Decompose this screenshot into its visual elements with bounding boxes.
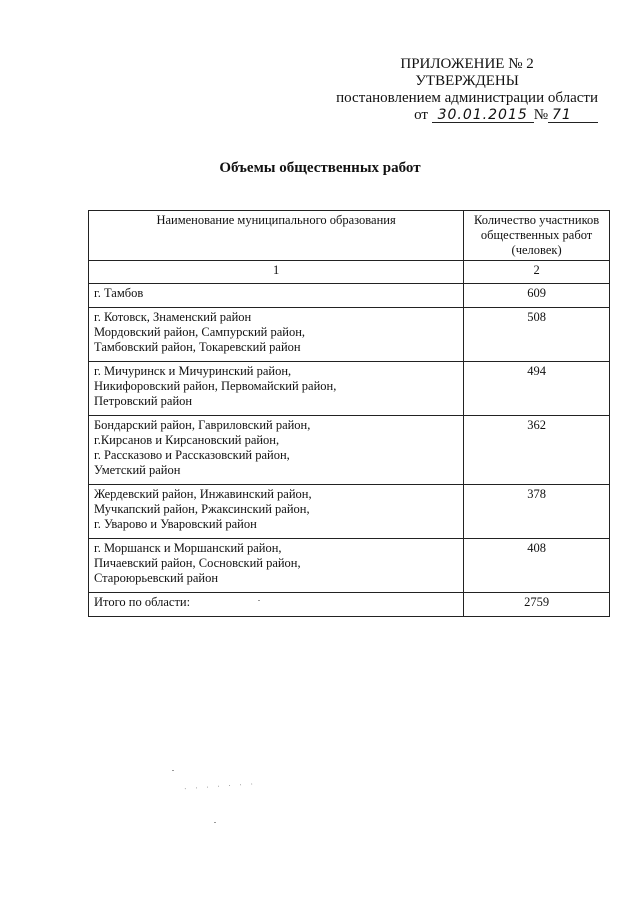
participant-count: 494 bbox=[464, 362, 610, 416]
column-number-2: 2 bbox=[464, 261, 610, 284]
order-line bbox=[336, 107, 598, 124]
municipality-line: г. Котовск, Знаменский район bbox=[94, 310, 252, 324]
municipality-cell bbox=[89, 416, 464, 485]
order-number: 71 bbox=[548, 108, 598, 123]
header-participants: Количество участников общественных работ (человек) bbox=[464, 211, 610, 261]
total-row bbox=[89, 593, 610, 617]
header-municipality: Наименование муниципального образования bbox=[89, 211, 464, 261]
participant-count: 362 bbox=[464, 416, 610, 485]
scan-speck bbox=[258, 600, 260, 601]
municipality-line: Тамбовский район, Токаревский район bbox=[94, 340, 301, 354]
appendix-label: ПРИЛОЖЕНИЕ № 2 bbox=[400, 56, 534, 72]
table-row bbox=[89, 308, 610, 362]
resolution-label: постановлением администрации области bbox=[336, 90, 598, 106]
participant-count: 378 bbox=[464, 485, 610, 539]
municipality-line: Уметский район bbox=[94, 463, 181, 477]
table-row bbox=[89, 284, 610, 308]
municipality-line: г. Уварово и Уваровский район bbox=[94, 517, 257, 531]
municipality-line: Никифоровский район, Первомайский район, bbox=[94, 379, 337, 393]
municipality-line: г. Тамбов bbox=[94, 286, 144, 300]
approved-label: УТВЕРЖДЕНЫ bbox=[415, 73, 519, 89]
from-label: от bbox=[414, 107, 428, 123]
table-header-row bbox=[89, 211, 610, 261]
table-body bbox=[89, 284, 610, 593]
public-works-table bbox=[88, 210, 610, 617]
municipality-line: Петровский район bbox=[94, 394, 193, 408]
municipality-cell bbox=[89, 362, 464, 416]
total-count: 2759 bbox=[464, 593, 610, 617]
municipality-line: Бондарский район, Гавриловский район, bbox=[94, 418, 311, 432]
document-title: Объемы общественных работ bbox=[219, 160, 421, 176]
municipality-cell bbox=[89, 539, 464, 593]
table-row bbox=[89, 362, 610, 416]
municipality-cell bbox=[89, 308, 464, 362]
participant-count: 609 bbox=[464, 284, 610, 308]
municipality-line: г.Кирсанов и Кирсановский район, bbox=[94, 433, 280, 447]
municipality-line: Пичаевский район, Сосновский район, bbox=[94, 556, 301, 570]
municipality-line: г. Рассказово и Рассказовский район, bbox=[94, 448, 290, 462]
number-label: № bbox=[533, 107, 548, 123]
faint-stamp-mark: · · · · · · · bbox=[183, 779, 257, 794]
municipality-line: Мордовский район, Сампурский район, bbox=[94, 325, 306, 339]
scan-speck bbox=[172, 770, 174, 771]
municipality-line: г. Моршанск и Моршанский район, bbox=[94, 541, 282, 555]
table-row bbox=[89, 485, 610, 539]
municipality-line: г. Мичуринск и Мичуринский район, bbox=[94, 364, 292, 378]
municipality-cell bbox=[89, 485, 464, 539]
municipality-line: Староюрьевский район bbox=[94, 571, 219, 585]
total-label: Итого по области: bbox=[89, 593, 464, 617]
participant-count: 408 bbox=[464, 539, 610, 593]
table-row bbox=[89, 539, 610, 593]
order-date: 30.01.2015 bbox=[432, 108, 534, 123]
municipality-line: Жердевский район, Инжавинский район, bbox=[94, 487, 312, 501]
approval-header bbox=[336, 56, 598, 124]
column-number-row bbox=[89, 261, 610, 284]
scan-speck bbox=[214, 822, 216, 823]
column-number-1: 1 bbox=[89, 261, 464, 284]
municipality-cell bbox=[89, 284, 464, 308]
participant-count: 508 bbox=[464, 308, 610, 362]
table-row bbox=[89, 416, 610, 485]
municipality-line: Мучкапский район, Ржаксинский район, bbox=[94, 502, 310, 516]
